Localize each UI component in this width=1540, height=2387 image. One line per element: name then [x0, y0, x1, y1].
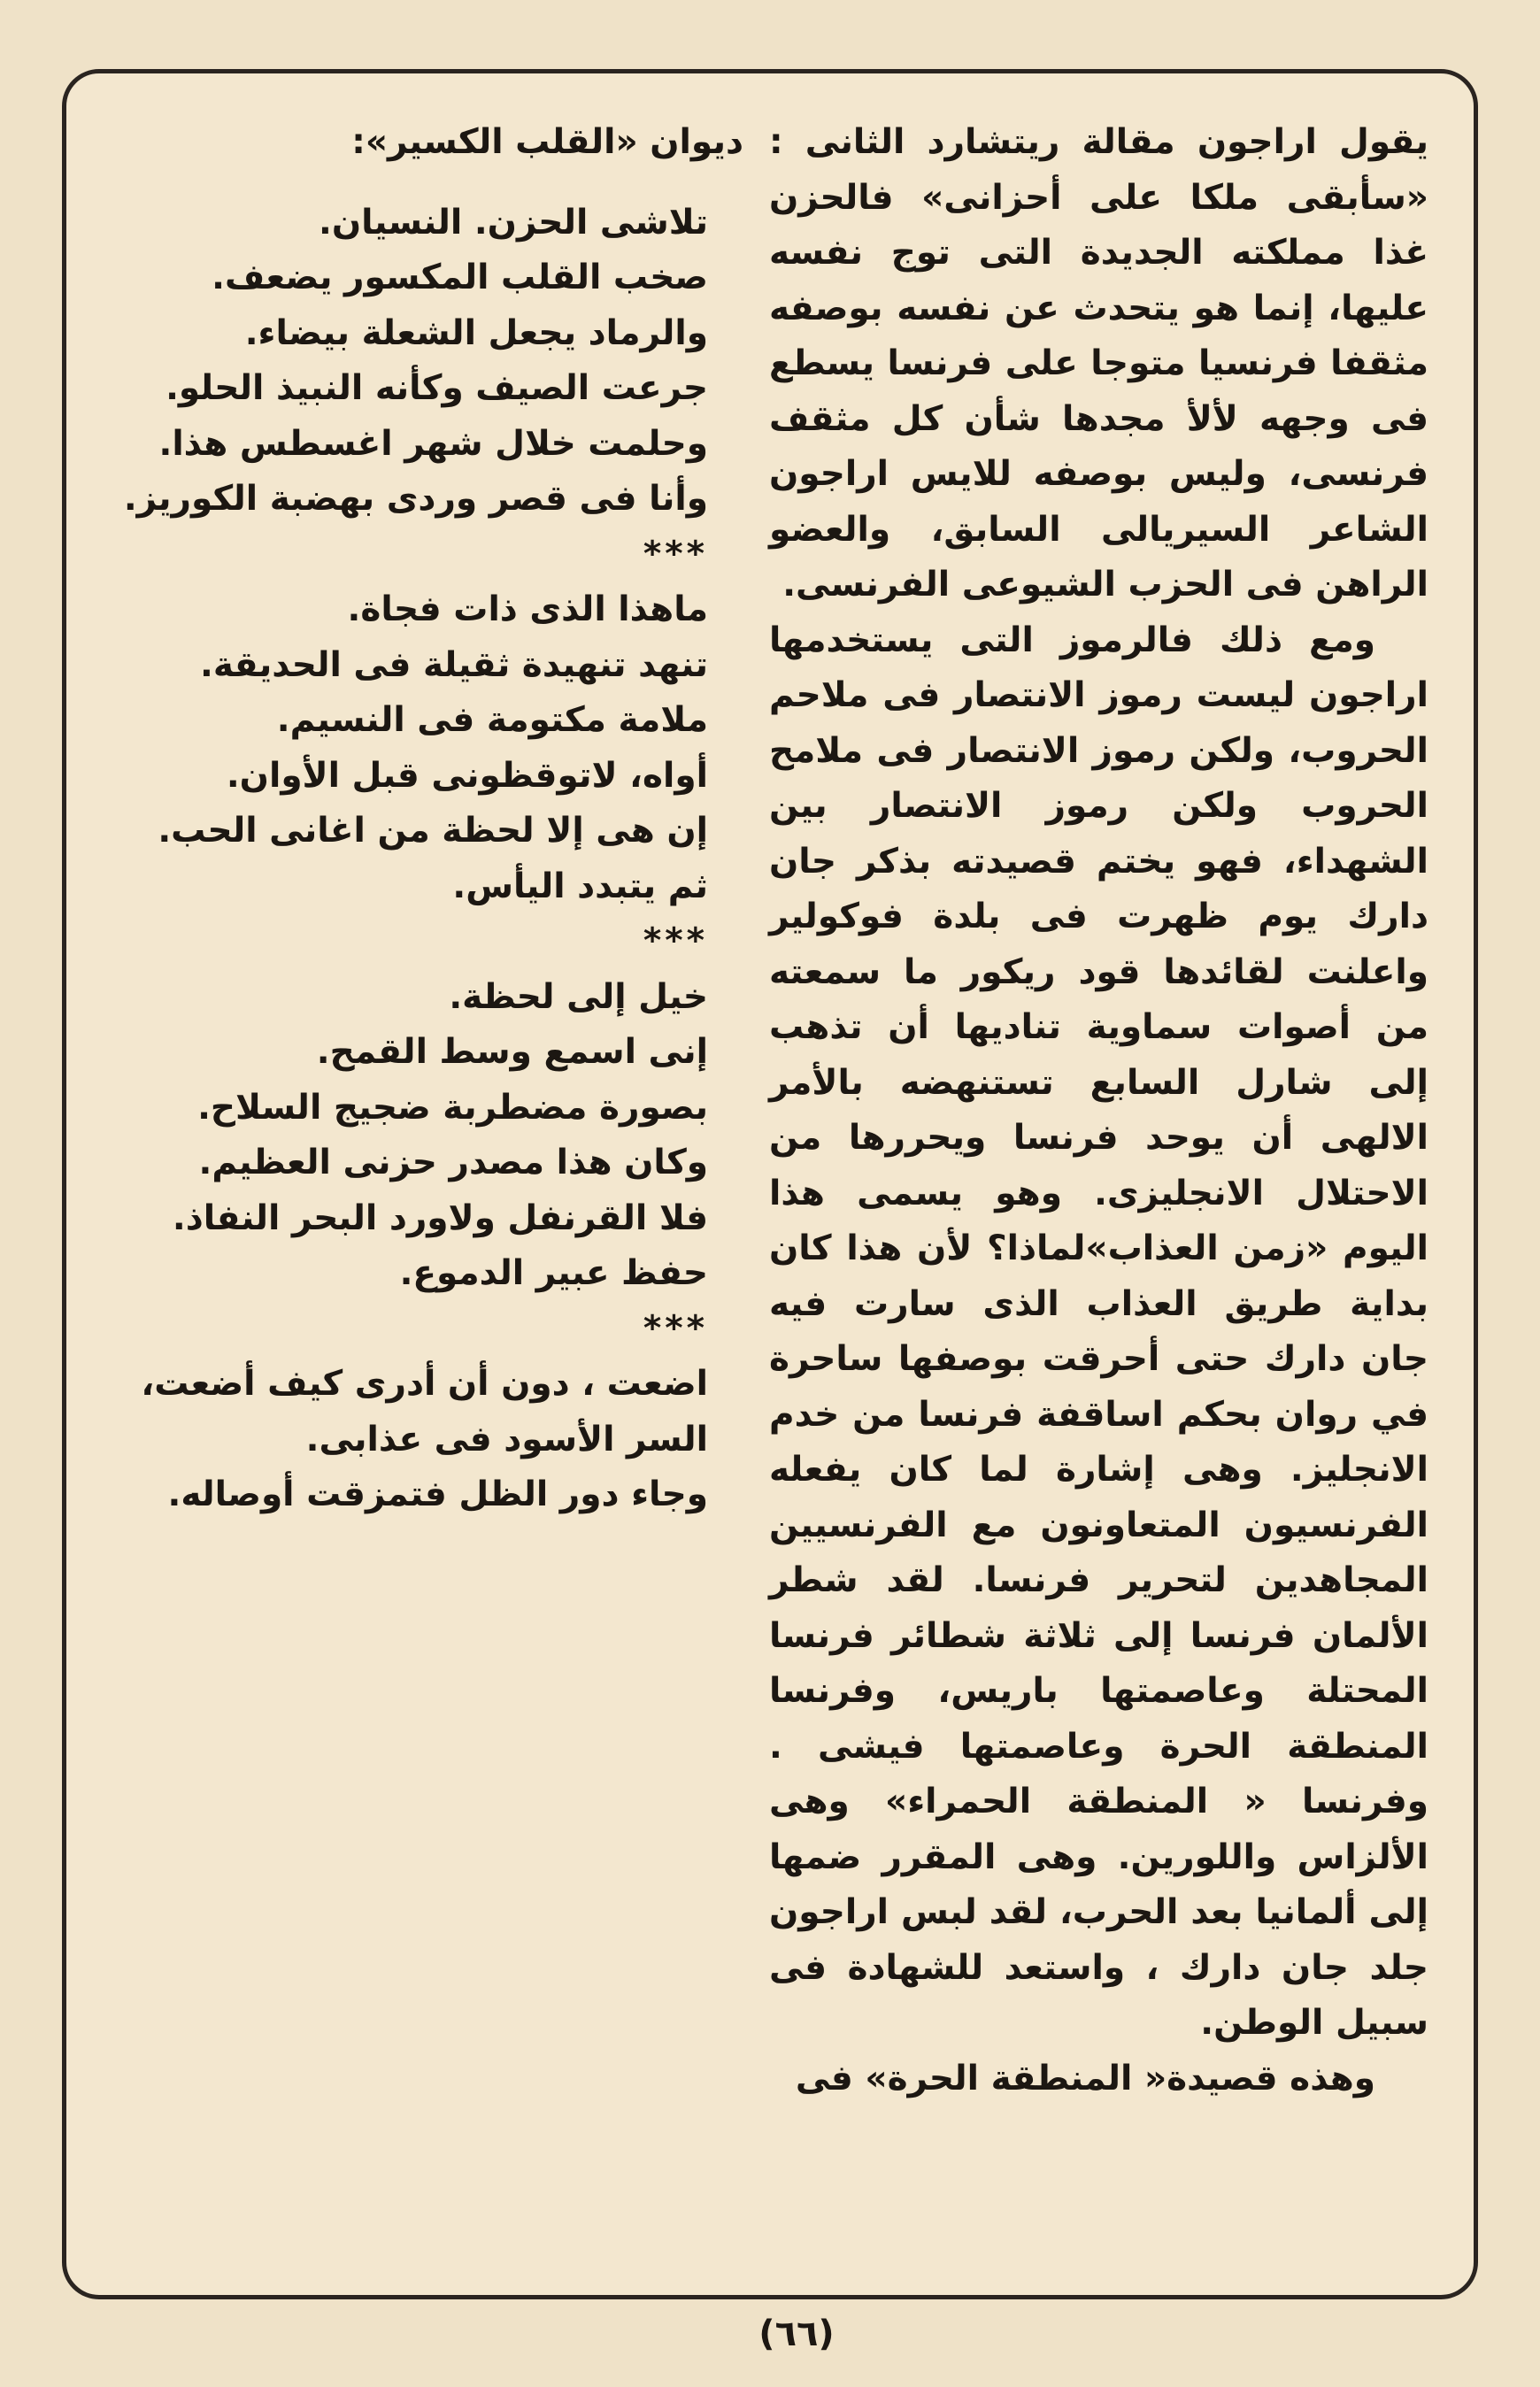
- poem-line: جرعت الصيف وكأنه النبيذ الحلو.: [166, 368, 708, 408]
- stanza-separator: ***: [643, 1308, 708, 1349]
- poem-line: ماهذا الذى ذات فجاة.: [347, 589, 708, 629]
- poem-line: صخب القلب المكسور يضعف.: [212, 258, 708, 297]
- article-column: [769, 115, 1428, 2106]
- poem-line: وأنا فى قصر وردى بهضبة الكوريز.: [123, 479, 708, 519]
- poem-line: وحلمت خلال شهر اغسطس هذا.: [158, 423, 708, 464]
- poem-line: بصورة مضطربة ضجيج السلاح.: [197, 1087, 708, 1128]
- article-paragraph-2: ومع ذلك فالرموز التى يستخدمها اراجون ليست رموز الانتصار فى ملاحم الحروب، ولكن رموز الانتصار فى ملامح الحروب ولكن رموز الانتصار بين الشهداء، فهو يختم قصيدته بذكر جان دارك يوم ظهرت فى بلدة فوكولير واعلنت لقائدها قود ريكور ما سمعته من أصوات سماوية تناديها أن تذهب إلى شارل السابع تستنهضه بالأمر الالهى أن يوحد فرنسا ويحررها من الاحتلال الانجليزى. وهو يسمى هذا اليوم «زمن العذاب»لماذا؟ لأن هذا كان بداية طريق العذاب الذى سارت فيه جان دارك حتى أحرقت بوصفها ساحرة في روان بحكم اساقفة فرنسا من خدم الانجليز. وهى إشارة لما كان يفعله الفرنسيون المتعاونون مع الفرنسيين المجاهدين لتحرير فرنسا. لقد شطر الألمان فرنسا إلى ثلاثة شطائر فرنسا المحتلة وعاصمتها باريس، وفرنسا المنطقة الحرة وعاصمتها فيشى . وفرنسا « المنطقة الحمراء» وهى الألزاس واللورين. وهى المقرر ضمها إلى ألمانيا بعد الحرب، لقد لبس اراجون جلد جان دارك ، واستعد للشهادة فى سبيل الوطن.: [769, 620, 1428, 2043]
- poem-line: فلا القرنفل ولاورد البحر النفاذ.: [172, 1197, 708, 1238]
- poem-line: خيل إلى لحظة.: [449, 976, 708, 1017]
- poem-heading: ديوان «القلب الكسير»:: [351, 122, 743, 162]
- poem-line: السر الأسود فى عذابى.: [305, 1419, 708, 1459]
- poem-line: ملامة مكتومة فى النسيم.: [276, 700, 708, 740]
- poem-line: وكان هذا مصدر حزنى العظيم.: [198, 1143, 708, 1182]
- poem-line: إنى اسمع وسط القمح.: [316, 1032, 708, 1072]
- poem-line: أواه، لاتوقظونى قبل الأوان.: [226, 755, 708, 796]
- page-number: (٦٦): [758, 2314, 835, 2354]
- stanza-separator: ***: [643, 534, 708, 574]
- poem-column: [106, 115, 743, 1523]
- poem-line: تلاشى الحزن. النسيان.: [319, 202, 708, 243]
- stanza-separator: ***: [643, 921, 708, 961]
- poem-line: إن هى إلا لحظة من اغانى الحب.: [158, 811, 708, 851]
- article-paragraph-1: يقول اراجون مقالة ريتشارد الثانى : «سأبقى ملكا على أحزانى» فالحزن غذا مملكته الجديدة التى توج نفسه عليها، إنما هو يتحدث عن نفسه بوصفه مثقفا فرنسيا متوجا على فرنسا يسطع فى وجهه لألأ مجدها شأن كل مثقف فرنسى، وليس بوصفه للايس اراجون الشاعر السيريالى السابق، والعضو الراهن فى الحزب الشيوعى الفرنسى.: [769, 122, 1428, 604]
- poem-line: وجاء دور الظل فتمزقت أوصاله.: [167, 1475, 708, 1514]
- poem-line: اضعت ، دون أن أدرى كيف أضعت،: [141, 1364, 708, 1404]
- poem-line: تنهد تنهيدة ثقيلة فى الحديقة.: [200, 644, 708, 685]
- poem-line: والرماد يجعل الشعلة بيضاء.: [244, 312, 708, 353]
- poem-lines: [106, 196, 743, 1523]
- poem-line: ثم يتبدد اليأس.: [452, 866, 708, 906]
- article-paragraph-3: وهذه قصيدة« المنطقة الحرة» فى: [795, 2058, 1375, 2098]
- poem-line: حفظ عبير الدموع.: [399, 1253, 708, 1293]
